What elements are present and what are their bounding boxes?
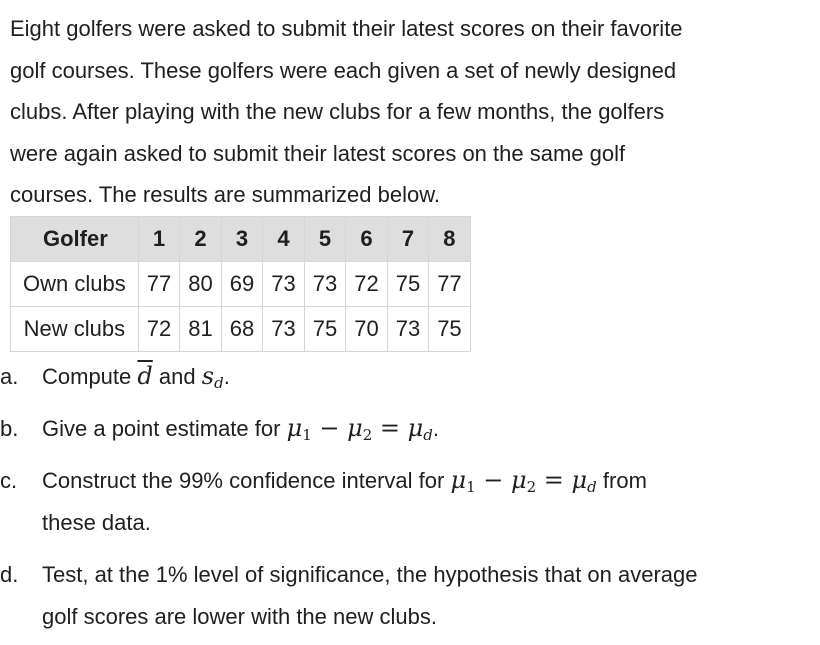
intro-line: were again asked to submit their latest scores on the same golf bbox=[10, 140, 626, 166]
question-text: Test, at the 1% level of significance, the hypothesis that on average bbox=[42, 562, 698, 587]
table-cell: 80 bbox=[180, 262, 221, 307]
question-text: golf scores are lower with the new clubs. bbox=[42, 603, 437, 629]
column-header: 5 bbox=[304, 217, 345, 262]
table-cell: 77 bbox=[429, 262, 470, 307]
problem-intro bbox=[10, 8, 790, 216]
table-cell: 75 bbox=[304, 307, 345, 352]
column-header: 6 bbox=[346, 217, 387, 262]
column-header: 3 bbox=[221, 217, 262, 262]
question-body bbox=[42, 460, 812, 543]
table-cell: 70 bbox=[346, 307, 387, 352]
question-text: Give a point estimate for bbox=[42, 416, 281, 441]
math-mu-difference: $\mu_1 - \mu_2 = \mu_d$ bbox=[286, 414, 433, 444]
column-header: 7 bbox=[387, 217, 428, 262]
column-header: 4 bbox=[263, 217, 304, 262]
intro-line: clubs. After playing with the new clubs for a few months, the golfers bbox=[10, 99, 665, 124]
column-header: 2 bbox=[180, 217, 221, 262]
header-label: Golfer bbox=[11, 217, 139, 262]
question-number: a. bbox=[0, 364, 19, 389]
question-punct: . bbox=[432, 416, 440, 441]
table-header-row bbox=[11, 217, 471, 262]
question-body bbox=[42, 408, 812, 450]
table-cell: 68 bbox=[221, 307, 262, 352]
column-header: 8 bbox=[429, 217, 470, 262]
math-d-bar: $\overline{d}$ bbox=[137, 362, 153, 390]
table-cell: 73 bbox=[387, 307, 428, 352]
question-text: Construct the 99% confidence interval for bbox=[42, 468, 445, 493]
math-mu-difference: $\mu_1 - \mu_2 = \mu_d$ bbox=[450, 466, 597, 496]
table-row bbox=[11, 307, 471, 352]
intro-line: Eight golfers were asked to submit their latest scores on their favorite bbox=[10, 16, 683, 41]
table-cell: 72 bbox=[346, 262, 387, 307]
row-label: New clubs bbox=[11, 307, 139, 352]
question-number: c. bbox=[0, 468, 18, 493]
table-cell: 73 bbox=[263, 307, 304, 352]
question-body bbox=[42, 554, 812, 637]
table-cell: 75 bbox=[429, 307, 470, 352]
row-label: Own clubs bbox=[11, 262, 139, 307]
question-text: Compute bbox=[42, 364, 132, 389]
column-header: 1 bbox=[138, 217, 179, 262]
question-body bbox=[42, 356, 812, 398]
golf-scores-table bbox=[10, 216, 471, 352]
math-s-d: $s_d$ bbox=[201, 362, 224, 392]
table-row bbox=[11, 262, 471, 307]
question-text: from bbox=[602, 468, 647, 493]
table-cell: 72 bbox=[138, 307, 179, 352]
question-text: these data. bbox=[42, 509, 151, 535]
table-cell: 81 bbox=[180, 307, 221, 352]
table-cell: 75 bbox=[387, 262, 428, 307]
table-cell: 69 bbox=[221, 262, 262, 307]
question-text: and bbox=[158, 364, 196, 389]
table-cell: 73 bbox=[304, 262, 345, 307]
intro-line: golf courses. These golfers were each given a set of newly designed bbox=[10, 57, 677, 83]
question-number: d. bbox=[0, 562, 19, 587]
question-number: b. bbox=[0, 416, 19, 441]
intro-line: courses. The results are summarized below. bbox=[10, 182, 440, 207]
question-punct: . bbox=[223, 364, 230, 389]
table-cell: 77 bbox=[138, 262, 179, 307]
table-cell: 73 bbox=[263, 262, 304, 307]
